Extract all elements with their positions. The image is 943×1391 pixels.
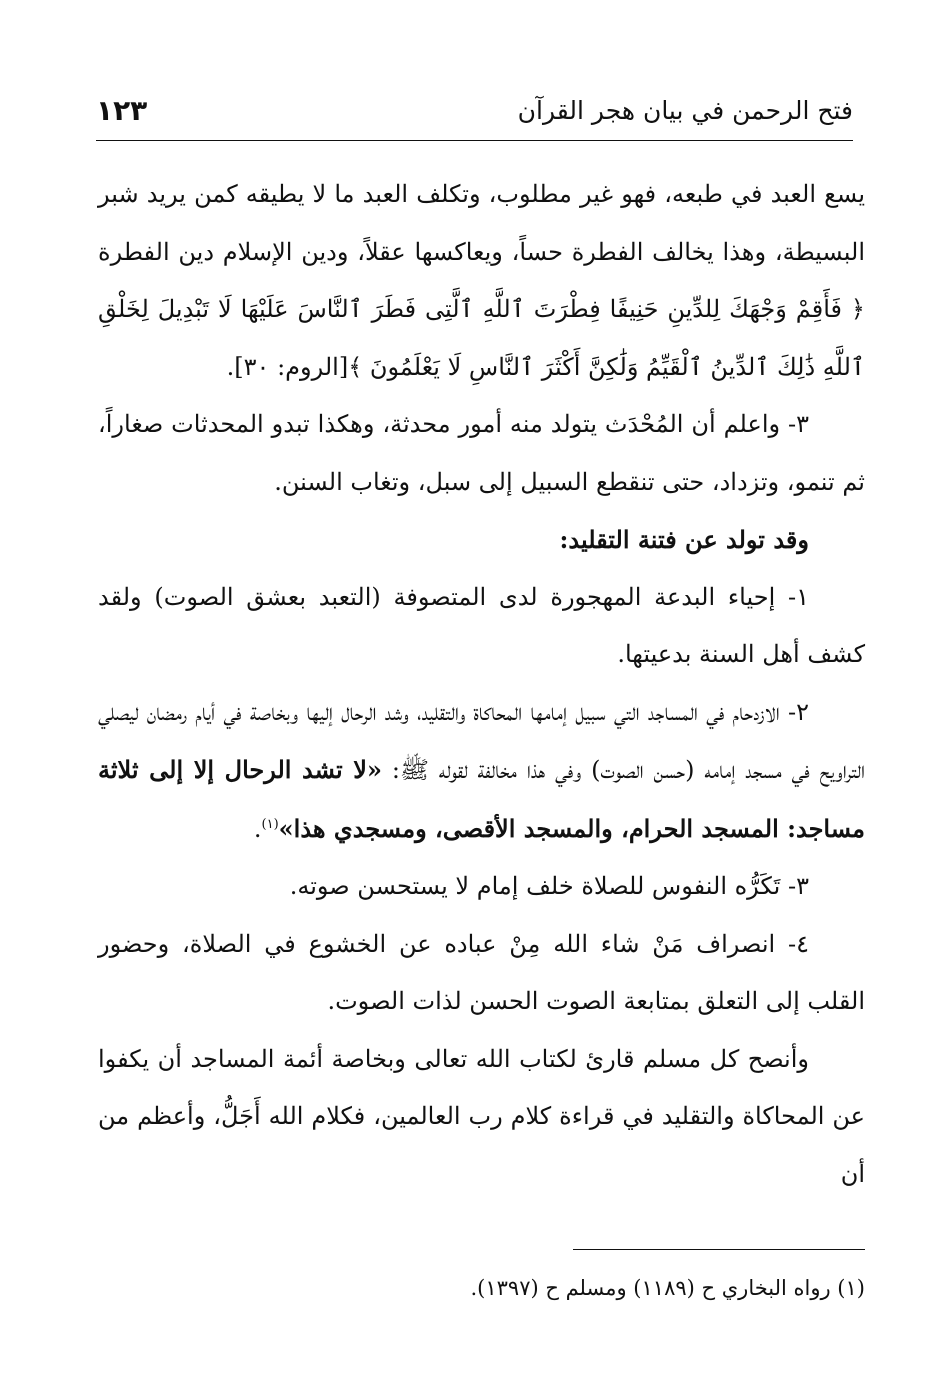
quran-reference: [الروم: ٣٠]. <box>226 352 349 381</box>
page-header <box>96 84 853 136</box>
page-body <box>98 166 865 1203</box>
paragraph-fitra-text: يسع العبد في طبعه، فهو غير مطلوب، وتكلف العبد ما لا يطيقه كمن يريد شبر البسيطة، وهذا يخالف الفطرة حساً، ويعاكسها عقلاً، ودين الإسلام دين الفطرة <box>98 180 865 266</box>
paragraph-muhdath: ٣- واعلم أن المُحْدَث يتولد منه أمور محدثة، وهكذا تبدو المحدثات صغاراً، ثم تنمو، وتزداد، حتى تنقطع السبيل إلى سبل، وتغاب السنن. <box>98 410 865 496</box>
list-item-1: ١- إحياء البدعة المهجورة لدى المتصوفة (التعبد بعشق الصوت) ولقد كشف أهل السنة بدعيتها. <box>98 582 865 668</box>
closing-paragraph: وأنصح كل مسلم قارئ لكتاب الله تعالى وبخاصة أئمة المساجد أن يكفوا عن المحاكاة والتقليد في قراءة كلام رب العالمين، فكلام الله أَجَلُّ، وأعظم من أن <box>98 1044 865 1188</box>
quran-verse: ﴿ فَأَقِمْ وَجْهَكَ لِلدِّينِ حَنِيفًا فِطْرَتَ ٱللَّهِ ٱلَّتِى فَطَرَ ٱلنَّاسَ عَلَيْهَا لَا تَبْدِيلَ لِخَلْقِ ٱللَّهِ ذَٰلِكَ ٱلدِّينُ ٱلْقَيِّمُ وَلَٰكِنَّ أَكْثَرَ ٱلنَّاسِ لَا يَعْلَمُونَ ﴾ <box>98 295 865 381</box>
footnote-marker: (١) <box>261 816 279 832</box>
header-rule <box>96 140 853 141</box>
page-number: ١٢٣ <box>96 93 148 127</box>
footnote-rule <box>573 1249 865 1250</box>
subheading-taqlid: وقد تولد عن فتنة التقليد: <box>559 525 809 554</box>
running-title: فتح الرحمن في بيان هجر القرآن <box>517 95 853 125</box>
list-item-4: ٤- انصراف مَنْ شاء الله مِنْ عباده عن الخشوع في الصلاة، وحضور القلب إلى التعلق بمتابعة الصوت الحسن لذات الصوت. <box>98 929 865 1015</box>
list-item-2-text: ٢- الازدحام في المساجد التي سبيل إمامها المحاكاة والتقليد، وشد الرحال إليها وبخاصة في أيام رمضان ليصلي التراويح في مسجد إمامه (حسن الصوت) وفي هذا مخالفة لقوله ﷺ: <box>98 697 865 784</box>
hadith-quote: «لا تشد الرحال إلا إلى ثلاثة مساجد: المسجد الحرام، والمسجد الأقصى، ومسجدي هذا» <box>98 755 865 843</box>
list-item-2 <box>98 684 865 859</box>
footnote: (١) رواه البخاري ح (١١٨٩) ومسلم ح (١٣٩٧). <box>470 1276 865 1300</box>
paragraph-fitra <box>98 166 865 396</box>
list-item-2-end: . <box>253 814 262 843</box>
list-item-3: ٣- تَكَرُّه النفوس للصلاة خلف إمام لا يستحسن صوته. <box>289 872 809 900</box>
